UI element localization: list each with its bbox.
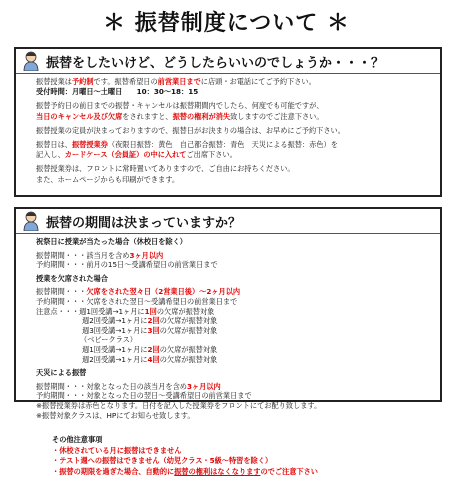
text: ・振替の期限を過ぎた場合、自動的に <box>52 466 175 476</box>
text: 予約制 <box>71 77 94 86</box>
line <box>36 77 432 87</box>
text: のでご注意下さい <box>260 466 318 476</box>
other-notes <box>52 435 318 477</box>
line: ※振替授業券は赤色となります。日付を記入した授業券をフロントにてお配り致します。 <box>36 400 322 410</box>
question-header <box>16 209 440 234</box>
subheading: 祝祭日に授業が当たった場合（休校日を除く） <box>36 237 187 246</box>
note-item: ・休校されている月に振替はできません <box>52 445 182 455</box>
subheading: 授業を欠席された場合 <box>36 273 108 283</box>
period-section <box>14 207 442 420</box>
text: 振替日は、 <box>36 140 72 150</box>
page-title: ＊ 振替制度について ＊ <box>103 11 350 36</box>
text: 記入し、 <box>36 150 65 160</box>
text: 2回 <box>147 344 160 354</box>
text: 週1回受講→1ヶ月に <box>82 344 148 354</box>
text: の欠席が振替対象 <box>159 316 218 326</box>
line <box>36 112 432 122</box>
text: 振替期間・・・該当月を含め <box>36 250 130 260</box>
line: 予約期間・・・対象となった日の翌日～受講希望日の前営業日まで <box>36 391 252 401</box>
text: です。振替希望日の <box>93 77 158 86</box>
line: 振替予約日の前日までの振替・キャンセルは振替期間内でしたら、何度でも可能ですが、 <box>36 101 324 111</box>
line <box>36 140 432 150</box>
text: 振替授業券 <box>71 140 108 150</box>
answer-text <box>16 74 440 185</box>
text: の欠席が振替対象 <box>159 344 218 354</box>
text: 致しますのでご注意下さい。 <box>230 111 324 121</box>
line: 振替授業券は、フロントに常時置いてありますので、ご自由にお持ちください。 <box>36 164 295 174</box>
line: （ベビークラス） <box>80 335 137 345</box>
text: 振替の権利が消失 <box>172 111 231 121</box>
text: の欠席が振替対象 <box>156 306 215 316</box>
text: 振替の権利はなくなります <box>174 466 261 476</box>
text: 3ヶ月以内 <box>129 250 164 260</box>
line: 予約期間・・・前月の15日～受講希望日の前営業日まで <box>36 260 218 270</box>
text: 2回 <box>147 316 160 326</box>
line <box>36 307 432 317</box>
text: 当日のキャンセル及び欠席 <box>36 111 123 121</box>
text: の欠席が振替対象 <box>159 354 218 364</box>
line <box>36 382 432 392</box>
person-avatar-icon <box>22 211 40 231</box>
text: 3ヶ月以内 <box>186 381 221 391</box>
text: 振替期間・・・対象となった日の該当月を含め <box>36 381 187 391</box>
question-header <box>16 49 440 74</box>
text: 3回 <box>147 325 160 335</box>
person-avatar-icon <box>22 51 40 71</box>
line <box>36 345 432 355</box>
line <box>36 326 432 336</box>
text: 週3回受講→1ヶ月に <box>82 325 148 335</box>
text: 4回 <box>147 354 160 364</box>
line: 振替授業の定員が決まっておりますので、振替日がお決まりの場合は、お早めにご予約下さい。 <box>36 125 345 135</box>
notes-heading: その他注意事項 <box>52 435 103 444</box>
text: ご出席下さい。 <box>186 150 237 160</box>
note-item: ・テスト週への振替はできません（幼児クラス・5級～特習を除く） <box>52 456 273 465</box>
text: 欠席をされた翌々日（2営業日後）～2ヶ月以内 <box>86 287 241 297</box>
text: 前営業日まで <box>157 77 201 86</box>
answer-text <box>16 234 440 420</box>
line: 予約期間・・・欠席をされた翌日～受講希望日の前営業日まで <box>36 296 238 306</box>
question-text: 振替をしたいけど、どうしたらいいのでしょうか・・・？ <box>46 56 385 71</box>
text: 週2回受講→1ヶ月に <box>82 316 148 326</box>
note-item <box>52 467 318 478</box>
text: （夜限日振替：黄色 自己都合振替：青色 天災による振替：赤色）を <box>107 140 338 150</box>
question-text: 振替の期間は決まっていますか？ <box>46 216 242 231</box>
text: 振替授業は <box>36 77 72 86</box>
text: の欠席が振替対象 <box>159 325 218 335</box>
subheading: 天災による振替 <box>36 368 87 378</box>
reservation-section <box>14 47 442 197</box>
line <box>36 316 432 326</box>
line <box>36 355 432 365</box>
text: 注意点・・・週1回受講→1ヶ月に <box>36 306 145 316</box>
text: カードケース（会員証）の中に入れて <box>64 150 187 160</box>
line <box>36 150 432 160</box>
text: 1回 <box>144 306 157 316</box>
text: 振替期間・・・ <box>36 287 87 297</box>
text: に店頭・お電話にてご予約下さい。 <box>200 77 316 86</box>
line <box>36 287 432 297</box>
text: 週2回受講→1ヶ月に <box>82 354 148 364</box>
line: ※振替対象クラスは、HPにてお知らせ致します。 <box>36 410 195 420</box>
line: また、ホームページからも印刷ができます。 <box>36 174 180 184</box>
line: 受付時間：月曜日～土曜日 10：30～18：15 <box>36 87 199 97</box>
line <box>36 251 432 261</box>
text: をされますと、 <box>122 111 173 121</box>
